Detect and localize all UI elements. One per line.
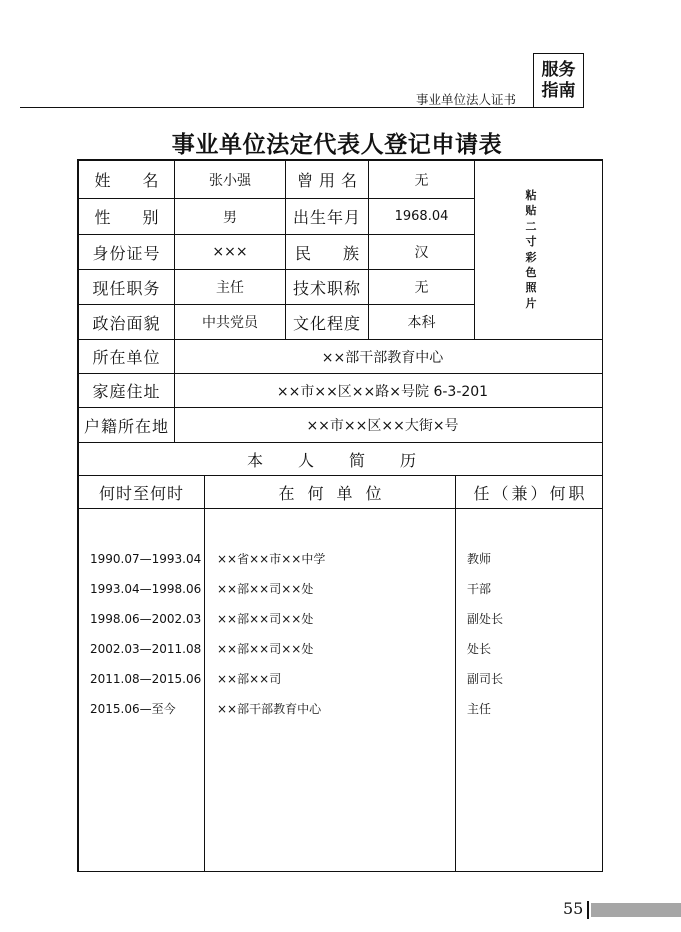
label-work-unit: 所在单位: [78, 339, 175, 374]
value-household-registration: ××市××区××大街×号: [174, 407, 603, 443]
value-home-address: ××市××区××路×号院 6-3-201: [174, 373, 603, 408]
resume-period-column: [78, 508, 205, 872]
label-birth-date: 出生年月: [285, 198, 369, 235]
footer-mark: [587, 901, 589, 919]
photo-placeholder-text: 粘贴二寸彩色照片: [525, 189, 537, 310]
label-gender: 性别: [94, 208, 191, 227]
photo-area: [474, 160, 603, 340]
application-form: [78, 160, 602, 871]
header-rule: [20, 107, 584, 108]
resume-position: 主任: [467, 702, 492, 716]
resume-position: 教师: [467, 552, 492, 566]
column-header-position: 任（兼）何职: [473, 483, 588, 503]
resume-period: 2015.06—至今: [90, 702, 176, 716]
resume-unit: ××部干部教育中心: [217, 702, 322, 716]
badge-line-2: 指南: [541, 80, 576, 101]
value-work-unit: ××部干部教育中心: [174, 339, 603, 374]
column-header-unit: 在何单位: [278, 483, 395, 503]
resume-period: 2002.03—2011.08: [90, 642, 202, 656]
footer-bar: [591, 903, 681, 917]
resume-heading-cell: [78, 442, 603, 476]
form-title: 事业单位法定代表人登记申请表: [171, 132, 503, 158]
resume-position: 干部: [467, 582, 492, 596]
resume-position: 副处长: [467, 612, 504, 626]
label-household-registration: 户籍所在地: [78, 407, 175, 443]
value-id-number: ×××: [174, 234, 286, 270]
label-education: 文化程度: [285, 304, 369, 340]
column-header-unit-cell: [204, 475, 456, 509]
label-cell-name: [78, 160, 191, 199]
label-former-name: 曾用名: [296, 171, 363, 190]
resume-period: 1990.07—1993.04: [90, 552, 202, 566]
column-header-position-cell: [455, 475, 603, 509]
resume-unit: ××部××司: [217, 672, 282, 686]
resume-unit: ××部××司××处: [217, 612, 314, 626]
label-technical-title: 技术职称: [285, 269, 369, 305]
value-political-status: 中共党员: [174, 304, 286, 340]
resume-period: 2011.08—2015.06: [90, 672, 202, 686]
resume-position: 处长: [467, 642, 492, 656]
label-name: 姓名: [94, 171, 191, 190]
value-former-name: 无: [368, 160, 475, 199]
resume-unit-column: [204, 508, 456, 872]
value-technical-title: 无: [368, 269, 475, 305]
running-title: 事业单位法人证书: [416, 92, 517, 107]
resume-period: 1993.04—1998.06: [90, 582, 202, 596]
label-political-status: 政治面貌: [78, 304, 175, 340]
label-cell-former-name: [285, 160, 369, 199]
label-cell-ethnicity: [285, 234, 391, 270]
value-birth-date: 1968.04: [368, 198, 475, 235]
label-home-address: 家庭住址: [78, 373, 175, 408]
value-gender: 男: [174, 198, 286, 235]
value-ethnicity: 汉: [368, 234, 475, 270]
resume-unit: ××省××市××中学: [217, 552, 326, 566]
resume-heading: 本人简历: [246, 450, 451, 470]
value-name: 张小强: [174, 160, 286, 199]
label-ethnicity: 民族: [294, 243, 391, 263]
label-cell-gender: [78, 198, 191, 235]
resume-period: 1998.06—2002.03: [90, 612, 202, 626]
value-current-position: 主任: [174, 269, 286, 305]
label-id-number: 身份证号: [78, 234, 175, 270]
column-header-period: 何时至何时: [78, 475, 205, 509]
resume-unit: ××部××司××处: [217, 642, 314, 656]
resume-position: 副司长: [467, 672, 504, 686]
resume-position-column: [455, 508, 603, 872]
section-badge: [533, 53, 584, 108]
page-number: 55: [563, 899, 584, 918]
badge-line-1: 服务: [541, 59, 576, 80]
label-current-position: 现任职务: [78, 269, 175, 305]
resume-unit: ××部××司××处: [217, 582, 314, 596]
value-education: 本科: [368, 304, 475, 340]
